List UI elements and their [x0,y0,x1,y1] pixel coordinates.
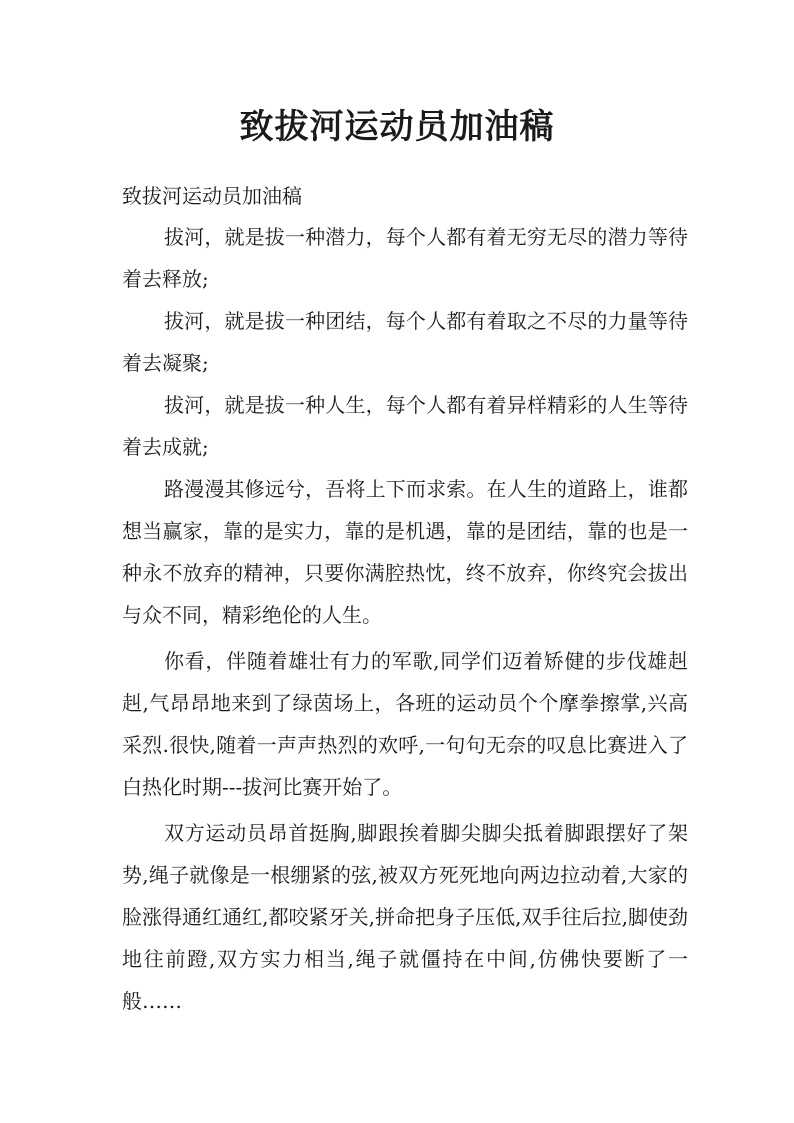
paragraph-unity: 拔河，就是拔一种团结，每个人都有着取之不尽的力量等待着去凝聚; [122,309,688,375]
paragraph-journey: 路漫漫其修远兮，吾将上下而求索。在人生的道路上，谁都想当赢家，靠的是实力，靠的是机遇，靠的是团结，靠的也是一种永不放弃的精神，只要你满腔热忱，终不放弃，你终究会拔出与众不同，精彩绝伦的人生。 [122,477,688,627]
paragraph-march: 你看，伴随着雄壮有力的军歌,同学们迈着矫健的步伐雄赳赳,气昂昂地来到了绿茵场上，各班的运动员个个摩拳擦掌,兴高采烈.很快,随着一声声热烈的欢呼,一句句无奈的叹息比赛进入了白热化时期---拔河比赛开始了。 [122,649,688,799]
paragraph-struggle: 双方运动员昂首挺胸,脚跟挨着脚尖脚尖抵着脚跟摆好了架势,绳子就像是一根绷紧的弦,被双方死死地向两边拉动着,大家的脸涨得通红通红,都咬紧牙关,拼命把身子压低,双手往后拉,脚使劲地往前蹬,双方实力相当,绳子就僵持在中间,仿佛快要断了一般…… [122,821,688,1013]
paragraph-life: 拔河，就是拔一种人生，每个人都有着异样精彩的人生等待着去成就; [122,393,688,459]
document-body [122,176,688,1022]
paragraph-potential: 拔河，就是拔一种潜力，每个人都有着无穷无尽的潜力等待着去释放; [122,225,688,291]
document-title: 致拔河运动员加油稿 [239,107,555,147]
document-subtitle: 致拔河运动员加油稿 [122,184,302,208]
